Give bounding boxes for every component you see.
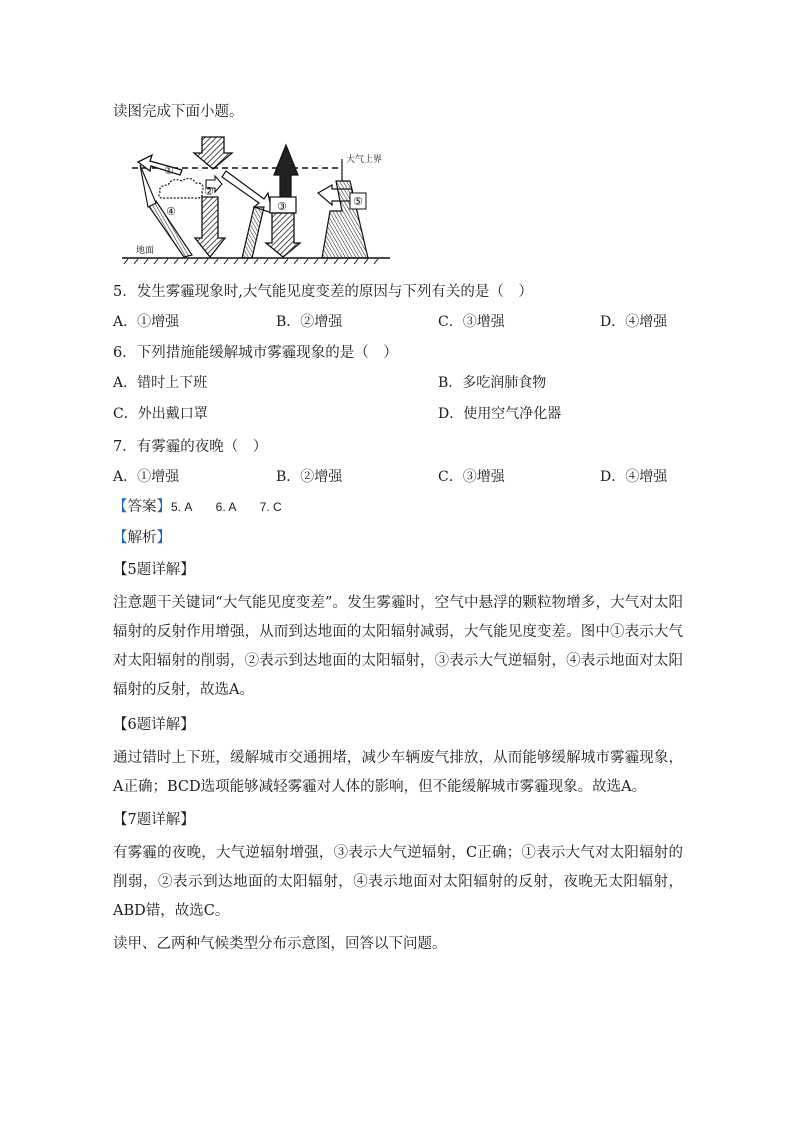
q7-option-d: D．④增强: [600, 469, 668, 485]
q5-option-c: C．③增强: [438, 314, 505, 330]
q7-option-b: B．②增强: [276, 469, 343, 485]
surface-radiation-pillar: [242, 207, 264, 258]
q7-option-c: C．③增强: [438, 469, 505, 485]
analysis-open-bracket: 【: [113, 530, 128, 546]
marker-1: ①: [164, 164, 174, 177]
detail-7-header: 【7题详解】: [113, 812, 195, 828]
analysis-label: 解析: [127, 530, 157, 546]
answer-text: 5. A 6. A 7. C: [171, 500, 282, 514]
q5-option-a: A．①增强: [113, 314, 180, 330]
cloud-shape: [159, 178, 203, 198]
q6-option-c: C．外出戴口罩: [113, 406, 208, 422]
q5-option-d: D．④增强: [600, 314, 668, 330]
outro-text: 读甲、乙两种气候类型分布示意图，回答以下问题。: [113, 936, 447, 952]
answer-close-bracket: 】: [156, 499, 171, 515]
q6-option-b: B．多吃润肺食物: [438, 375, 547, 391]
marker-3: ③: [277, 200, 287, 213]
answer-open-bracket: 【: [113, 499, 128, 515]
marker-2: ②: [204, 185, 214, 198]
detail-6-body: 通过错时上下班，缓解城市交通拥堵，减少车辆废气排放，从而能够缓解城市雾霾现象，A正确；BCD选项能够减轻雾霾对人体的影响，但不能缓解城市雾霾现象。故选A。: [113, 750, 683, 795]
counter-radiation-arrow-3: [266, 213, 300, 257]
detail-6-header: 【6题详解】: [113, 717, 195, 733]
detail-5-header: 【5题详解】: [113, 562, 195, 578]
marker-5: ⑤: [353, 195, 363, 208]
q6-option-a: A．错时上下班: [113, 375, 208, 391]
question-5-stem: 5．发生雾霾现象时,大气能见度变差的原因与下列有关的是（ ）: [113, 284, 533, 300]
analysis-header: [113, 528, 171, 548]
solar-radiation-arrow: [194, 137, 232, 169]
intro-text: 读图完成下面小题。: [113, 104, 244, 120]
atmosphere-radiation-diagram: [122, 135, 390, 265]
question-6-stem: 6．下列措施能缓解城市雾霾现象的是（ ）: [113, 345, 398, 361]
q7-option-a: A．①增强: [113, 469, 180, 485]
q6-option-d: D．使用空气净化器: [438, 406, 562, 422]
detail-7-body: 有雾霾的夜晚，大气逆辐射增强，③表示大气逆辐射，C正确；①表示大气对太阳辐射的削弱，②表示到达地面的太阳辐射，④表示地面对太阳辐射的反射，夜晚无太阳辐射，ABD错，故选C。: [113, 845, 683, 919]
q5-option-b: B．②增强: [276, 314, 343, 330]
answer-line: [113, 497, 282, 517]
ground-label: 地面: [136, 246, 155, 256]
answer-label: 答案: [127, 499, 157, 515]
question-7-stem: 7．有雾霾的夜晚（ ）: [113, 439, 268, 455]
reflection-arrow-1: [138, 155, 182, 175]
detail-5-body: 注意题干关键词“大气能见度变差”。发生雾霾时，空气中悬浮的颗粒物增多，大气对太阳辐射的反射作用增强，从而到达地面的太阳辐射减弱，大气能见度变差。图中①表示大气对太阳辐射的削弱，②表示到达地面的太阳辐射，③表示大气逆辐射，④表示地面对太阳辐射的反射，故选A。: [113, 595, 683, 698]
marker-4: ④: [166, 205, 176, 218]
upward-radiation-arrow: [274, 145, 298, 197]
top-atmosphere-label: 大气上界: [346, 155, 383, 165]
ground-arrival-arrow: [195, 197, 225, 257]
analysis-close-bracket: 】: [156, 530, 171, 546]
